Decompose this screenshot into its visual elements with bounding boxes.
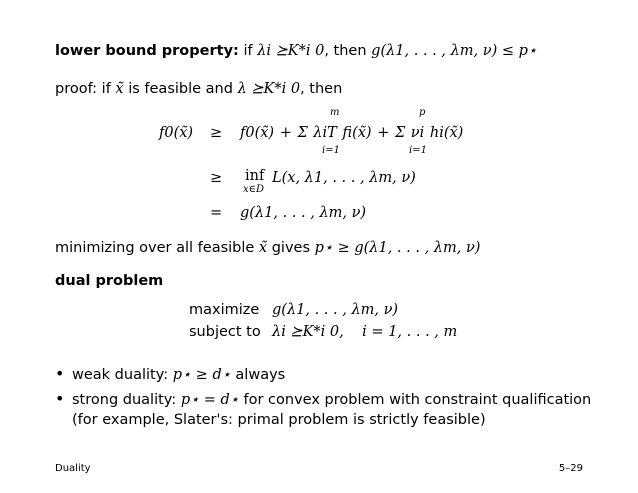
strong-duality-example: (for example, Slater's: primal problem is strictly feasible) xyxy=(72,412,486,428)
weak-duality-line xyxy=(72,365,285,385)
lower-bound-then: , then xyxy=(324,43,367,59)
proof-condition: λ ⪰K*i 0 xyxy=(237,81,301,97)
proof-text-b: is feasible and xyxy=(128,81,233,97)
minimizing-text: minimizing over all feasible xyxy=(55,240,255,256)
proof-x-tilde: x̃ xyxy=(115,81,124,97)
lower-bound-condition: λi ⪰K*i 0 xyxy=(257,43,325,59)
derivation-rhs-2: L(x, λ1, . . . , λm, ν) xyxy=(272,170,416,186)
infimum-operator: inf xyxy=(245,168,265,184)
bullet-weak-marker: • xyxy=(55,364,65,383)
footer-page-number: 5–29 xyxy=(558,463,583,474)
dual-objective: g(λ1, . . . , λm, ν) xyxy=(272,302,399,318)
minimizing-line xyxy=(55,238,480,258)
derivation-rel-1: ≥ xyxy=(210,125,223,141)
minimizing-expression: p⋆ ≥ g(λ1, . . . , λm, ν) xyxy=(314,240,481,256)
weak-duality-tail: always xyxy=(235,367,286,383)
proof-text-a: proof: if xyxy=(55,81,111,97)
derivation-rhs-3: g(λ1, . . . , λm, ν) xyxy=(240,205,367,221)
minimizing-x-tilde: x̃ xyxy=(258,240,268,256)
weak-duality-expression: p⋆ ≥ d⋆ xyxy=(172,367,231,383)
sum-1-upper-limit: m xyxy=(330,107,340,118)
lower-bound-label: lower bound property: xyxy=(55,43,239,59)
proof-text-c: , then xyxy=(300,81,343,97)
derivation-lhs: f0(x̃) xyxy=(159,125,194,141)
weak-duality-label: weak duality: xyxy=(72,367,169,383)
minimizing-gives: gives xyxy=(271,240,311,256)
derivation-rhs-1: f0(x̃) + Σ λiT fi(x̃) + Σ νi hi(x̃) xyxy=(240,125,464,141)
derivation-rel-3: = xyxy=(210,205,223,221)
derivation-rel-2: ≥ xyxy=(210,170,223,186)
subject-to-keyword: subject to xyxy=(189,324,261,340)
strong-duality-line xyxy=(72,390,591,410)
footer-section-title: Duality xyxy=(55,463,91,474)
strong-duality-label: strong duality: xyxy=(72,392,177,408)
lower-bound-if: if xyxy=(243,43,253,59)
maximize-keyword: maximize xyxy=(189,302,260,318)
strong-duality-tail: for convex problem with constraint qualification xyxy=(243,392,592,408)
dual-problem-heading: dual problem xyxy=(55,273,164,289)
proof-line xyxy=(55,79,342,99)
lower-bound-conclusion: g(λ1, . . . , λm, ν) ≤ p⋆ xyxy=(371,43,537,59)
lower-bound-line xyxy=(55,41,537,61)
sum-2-lower-limit: i=1 xyxy=(409,145,427,156)
sum-1-lower-limit: i=1 xyxy=(322,145,340,156)
strong-duality-expression: p⋆ = d⋆ xyxy=(180,392,239,408)
infimum-subscript: x∈D xyxy=(243,184,265,195)
dual-constraint: λi ⪰K*i 0, i = 1, . . . , m xyxy=(272,324,458,340)
sum-2-upper-limit: p xyxy=(419,107,426,118)
bullet-strong-marker: • xyxy=(55,389,65,408)
